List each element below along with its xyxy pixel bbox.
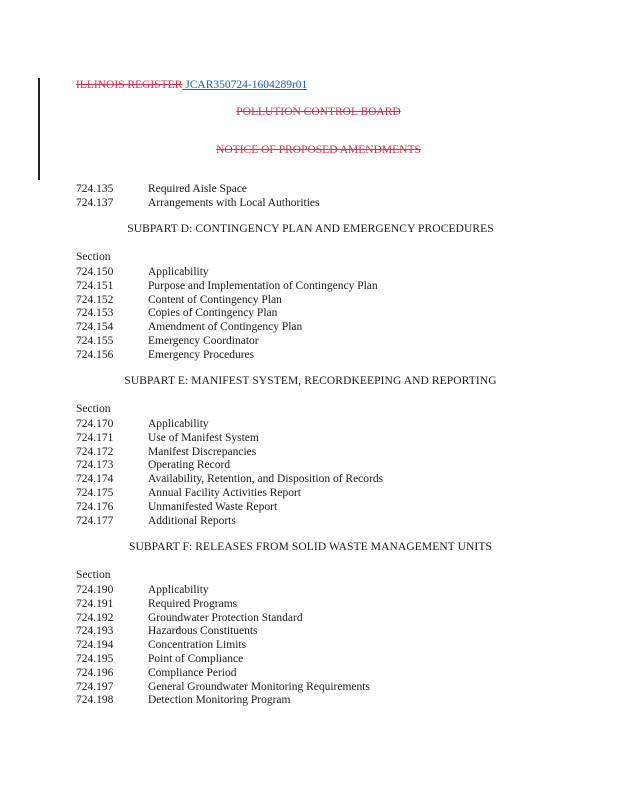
section-number: 724.177 — [76, 514, 114, 527]
toc-entry — [76, 334, 259, 348]
section-number: 724.135 — [76, 183, 114, 195]
section-title: Required Programs — [148, 597, 238, 610]
section-number: 724.151 — [76, 279, 114, 292]
section-title: Applicability — [148, 418, 209, 430]
section-title: Arrangements with Local Authorities — [148, 196, 320, 209]
section-number: 724.156 — [76, 348, 114, 361]
section-title: Hazardous Constituents — [148, 625, 258, 638]
toc-entry — [76, 680, 370, 694]
toc-entry — [76, 611, 303, 625]
toc-entry — [76, 472, 383, 486]
section-number: 724.175 — [76, 487, 114, 499]
section-number: 724.176 — [76, 500, 114, 513]
toc-entry — [76, 693, 290, 707]
register-title-struck: ILLINOIS REGISTER — [76, 79, 183, 91]
toc-entry — [76, 500, 277, 514]
toc-entry — [76, 624, 258, 638]
section-title: Operating Record — [148, 459, 231, 472]
toc-entry — [76, 638, 246, 652]
section-number: 724.195 — [76, 653, 114, 665]
section-title: Annual Facility Activities Report — [148, 487, 301, 499]
section-title: Detection Monitoring Program — [148, 694, 291, 707]
toc-entry — [76, 320, 302, 334]
section-title: Applicability — [148, 584, 209, 596]
section-title: Compliance Period — [148, 666, 237, 679]
toc-entry — [76, 196, 320, 210]
section-title: Applicability — [148, 266, 209, 278]
subpart-heading: SUBPART F: RELEASES FROM SOLID WASTE MANAGEMENT UNITS — [129, 541, 492, 553]
toc-entry — [76, 348, 254, 362]
section-title: Purpose and Implementation of Contingency Plan — [148, 279, 378, 292]
toc-entry — [76, 486, 301, 500]
section-label: Section — [76, 251, 111, 263]
section-number: 724.152 — [76, 293, 114, 306]
toc-entry — [76, 666, 236, 680]
section-number: 724.192 — [76, 611, 114, 624]
section-number: 724.170 — [76, 418, 114, 430]
toc-entry — [76, 279, 378, 293]
toc-entry — [76, 293, 282, 307]
section-title: Availability, Retention, and Disposition of Records — [148, 473, 384, 486]
revision-change-bar — [38, 78, 40, 180]
section-number: 724.171 — [76, 431, 114, 444]
section-number: 724.150 — [76, 266, 114, 278]
toc-entry — [76, 514, 236, 528]
section-title: Emergency Coordinator — [148, 335, 259, 347]
section-number: 724.154 — [76, 321, 114, 334]
section-title: Content of Contingency Plan — [148, 293, 282, 306]
section-number: 724.191 — [76, 597, 114, 610]
section-title: Additional Reports — [148, 514, 236, 527]
section-title: Copies of Contingency Plan — [148, 307, 278, 320]
subpart-heading: SUBPART D: CONTINGENCY PLAN AND EMERGENCY PROCEDURES — [127, 223, 494, 235]
toc-entry — [76, 458, 230, 472]
toc-entry — [76, 306, 277, 320]
toc-entry — [76, 265, 209, 279]
section-title: Required Aisle Space — [148, 183, 248, 195]
board-name: POLLUTION CONTROL BOARD — [236, 106, 401, 118]
section-label: Section — [76, 569, 111, 581]
section-label: Section — [76, 403, 111, 415]
section-number: 724.196 — [76, 666, 114, 679]
section-title: General Groundwater Monitoring Requirements — [148, 680, 370, 693]
notice-title: NOTICE OF PROPOSED AMENDMENTS — [216, 144, 421, 156]
section-number: 724.172 — [76, 445, 114, 458]
section-number: 724.197 — [76, 680, 114, 693]
section-title: Concentration Limits — [148, 639, 247, 652]
section-number: 724.190 — [76, 584, 114, 596]
toc-entry — [76, 445, 256, 459]
section-number: 724.137 — [76, 196, 114, 209]
toc-entry — [76, 652, 243, 666]
section-number: 724.194 — [76, 639, 114, 652]
section-title: Groundwater Protection Standard — [148, 611, 303, 624]
section-number: 724.155 — [76, 335, 114, 347]
section-number: 724.173 — [76, 459, 114, 472]
section-title: Point of Compliance — [148, 653, 244, 665]
toc-entry — [76, 182, 247, 196]
toc-entry — [76, 583, 209, 597]
section-number: 724.198 — [76, 694, 114, 707]
subpart-heading: SUBPART E: MANIFEST SYSTEM, RECORDKEEPING AND REPORTING — [124, 375, 497, 387]
section-number: 724.174 — [76, 473, 114, 486]
toc-entry — [76, 597, 237, 611]
section-title: Manifest Discrepancies — [148, 445, 257, 458]
section-title: Unmanifested Waste Report — [148, 500, 278, 513]
register-id-inserted: JCAR350724-1604289r01 — [185, 79, 308, 91]
section-number: 724.193 — [76, 625, 114, 638]
toc-entry — [76, 431, 259, 445]
section-title: Emergency Procedures — [148, 348, 255, 361]
toc-entry — [76, 417, 209, 431]
section-title: Amendment of Contingency Plan — [148, 321, 303, 334]
section-title: Use of Manifest System — [148, 431, 259, 444]
section-number: 724.153 — [76, 307, 114, 320]
register-header — [76, 79, 307, 91]
